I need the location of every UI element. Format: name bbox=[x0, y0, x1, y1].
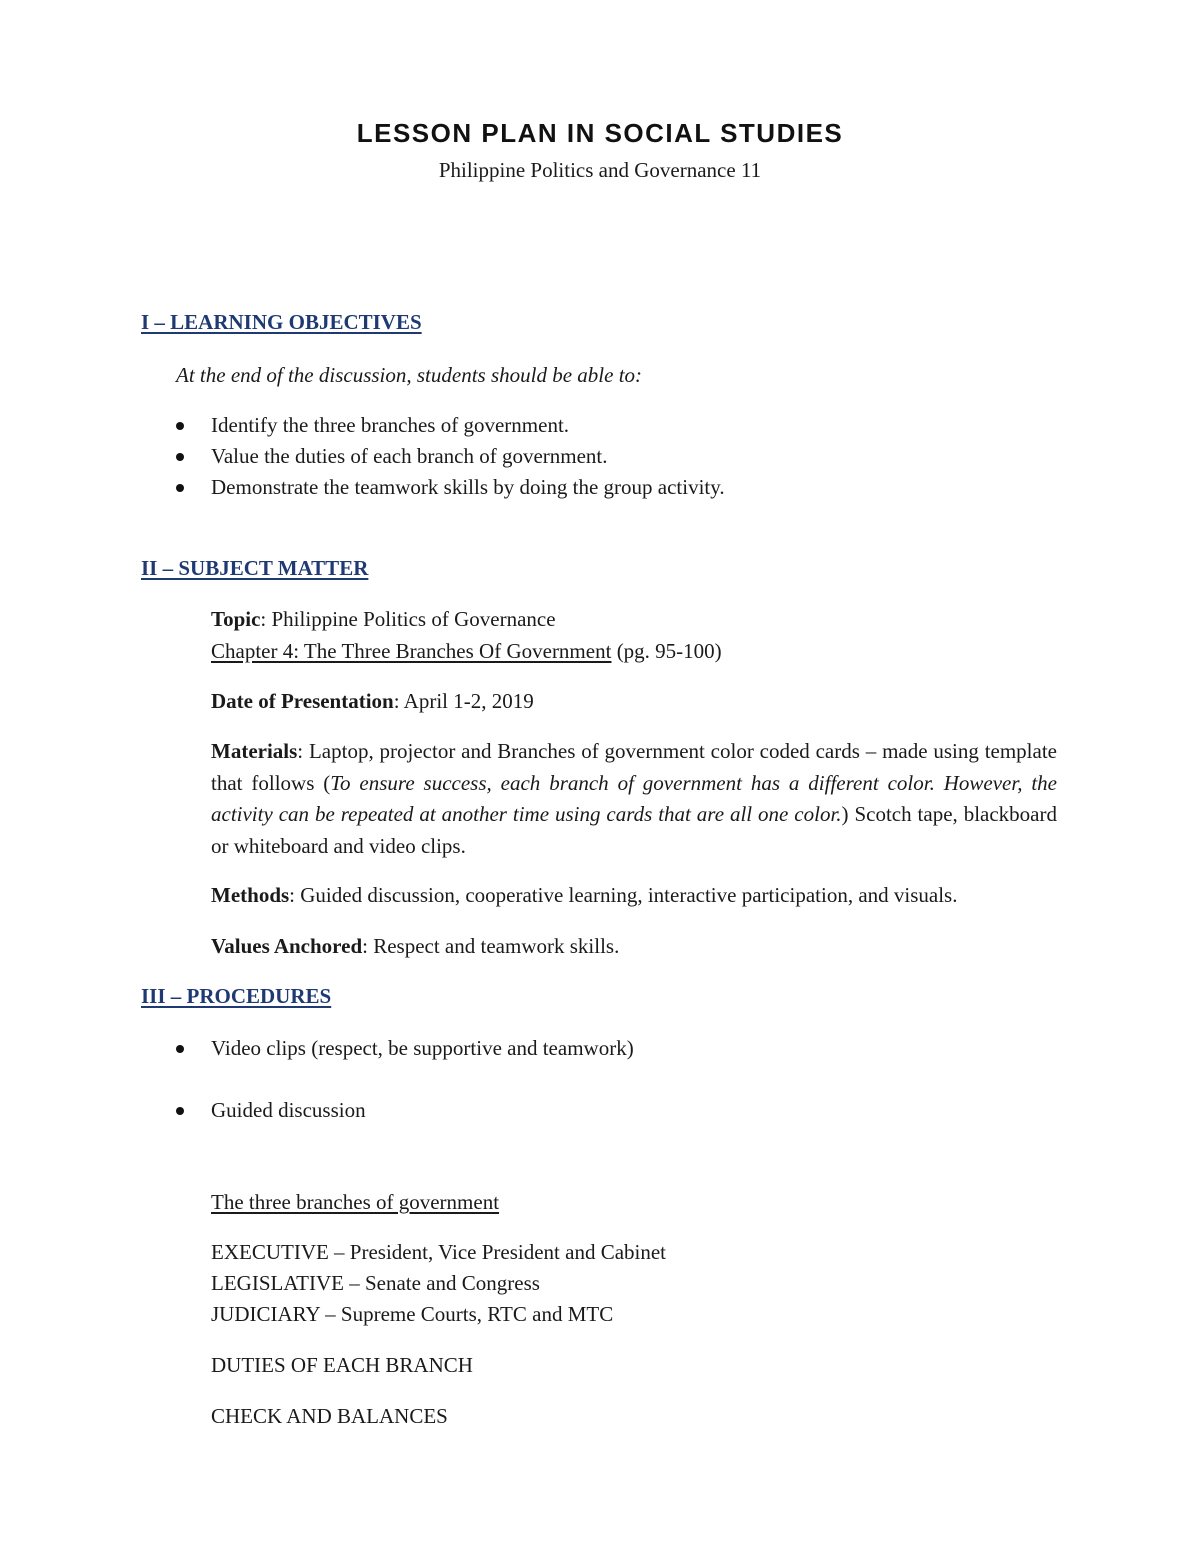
topic-label: Topic bbox=[211, 607, 261, 631]
bullet-icon bbox=[176, 484, 184, 492]
branches-heading: The three branches of government bbox=[211, 1190, 500, 1214]
objective-text: Identify the three branches of government. bbox=[211, 413, 570, 437]
document-subtitle: Philippine Politics and Governance 11 bbox=[438, 158, 762, 182]
values-label: Values Anchored bbox=[211, 934, 363, 958]
materials-label: Materials bbox=[211, 739, 298, 763]
duties-heading: DUTIES OF EACH BRANCH bbox=[211, 1353, 473, 1377]
materials-text: : Laptop, projector and Branches of government color coded cards – made using template that follows ( bbox=[211, 739, 1057, 795]
bullet-icon bbox=[176, 1045, 184, 1053]
subject-matter-heading: II – SUBJECT MATTER bbox=[141, 556, 369, 580]
checks-heading: CHECK AND BALANCES bbox=[211, 1404, 448, 1428]
bullet-icon bbox=[176, 422, 184, 430]
objectives-heading: I – LEARNING OBJECTIVES bbox=[141, 310, 422, 334]
chapter-line bbox=[211, 636, 722, 667]
branch-judiciary: JUDICIARY – Supreme Courts, RTC and MTC bbox=[211, 1302, 614, 1326]
methods-line bbox=[211, 880, 957, 911]
topic-line bbox=[211, 604, 556, 635]
values-line bbox=[211, 931, 619, 962]
bullet-icon bbox=[176, 1107, 184, 1115]
materials-note: To ensure success, each branch of government has a different color. However, the activity can be repeated at another time using cards that are all one color. bbox=[211, 770, 1057, 826]
objectives-intro: At the end of the discussion, students should be able to: bbox=[176, 363, 643, 387]
document-title: LESSON PLAN IN SOCIAL STUDIES bbox=[356, 118, 844, 148]
chapter-title: Chapter 4: The Three Branches Of Government bbox=[211, 639, 612, 663]
bullet-icon bbox=[176, 453, 184, 461]
objective-text: Demonstrate the teamwork skills by doing the group activity. bbox=[211, 475, 725, 499]
procedure-text: Video clips (respect, be supportive and teamwork) bbox=[211, 1036, 634, 1060]
methods-value: : Guided discussion, cooperative learning, interactive participation, and visuals. bbox=[289, 883, 958, 907]
branch-executive: EXECUTIVE – President, Vice President and Cabinet bbox=[211, 1240, 667, 1264]
topic-value: : Philippine Politics of Governance bbox=[260, 607, 556, 631]
date-label: Date of Presentation bbox=[211, 689, 394, 713]
values-value: : Respect and teamwork skills. bbox=[362, 934, 620, 958]
methods-label: Methods bbox=[211, 883, 290, 907]
chapter-pages: (pg. 95-100) bbox=[611, 639, 722, 663]
procedures-heading: III – PROCEDURES bbox=[141, 984, 332, 1008]
date-value: : April 1-2, 2019 bbox=[393, 689, 534, 713]
date-line bbox=[211, 686, 534, 717]
materials-end: ) Scotch tape, blackboard or whiteboard and video clips. bbox=[211, 802, 1057, 858]
branch-legislative: LEGISLATIVE – Senate and Congress bbox=[211, 1271, 540, 1295]
materials-paragraph bbox=[211, 736, 1057, 862]
objective-text: Value the duties of each branch of government. bbox=[211, 444, 608, 468]
procedure-text: Guided discussion bbox=[211, 1098, 366, 1122]
